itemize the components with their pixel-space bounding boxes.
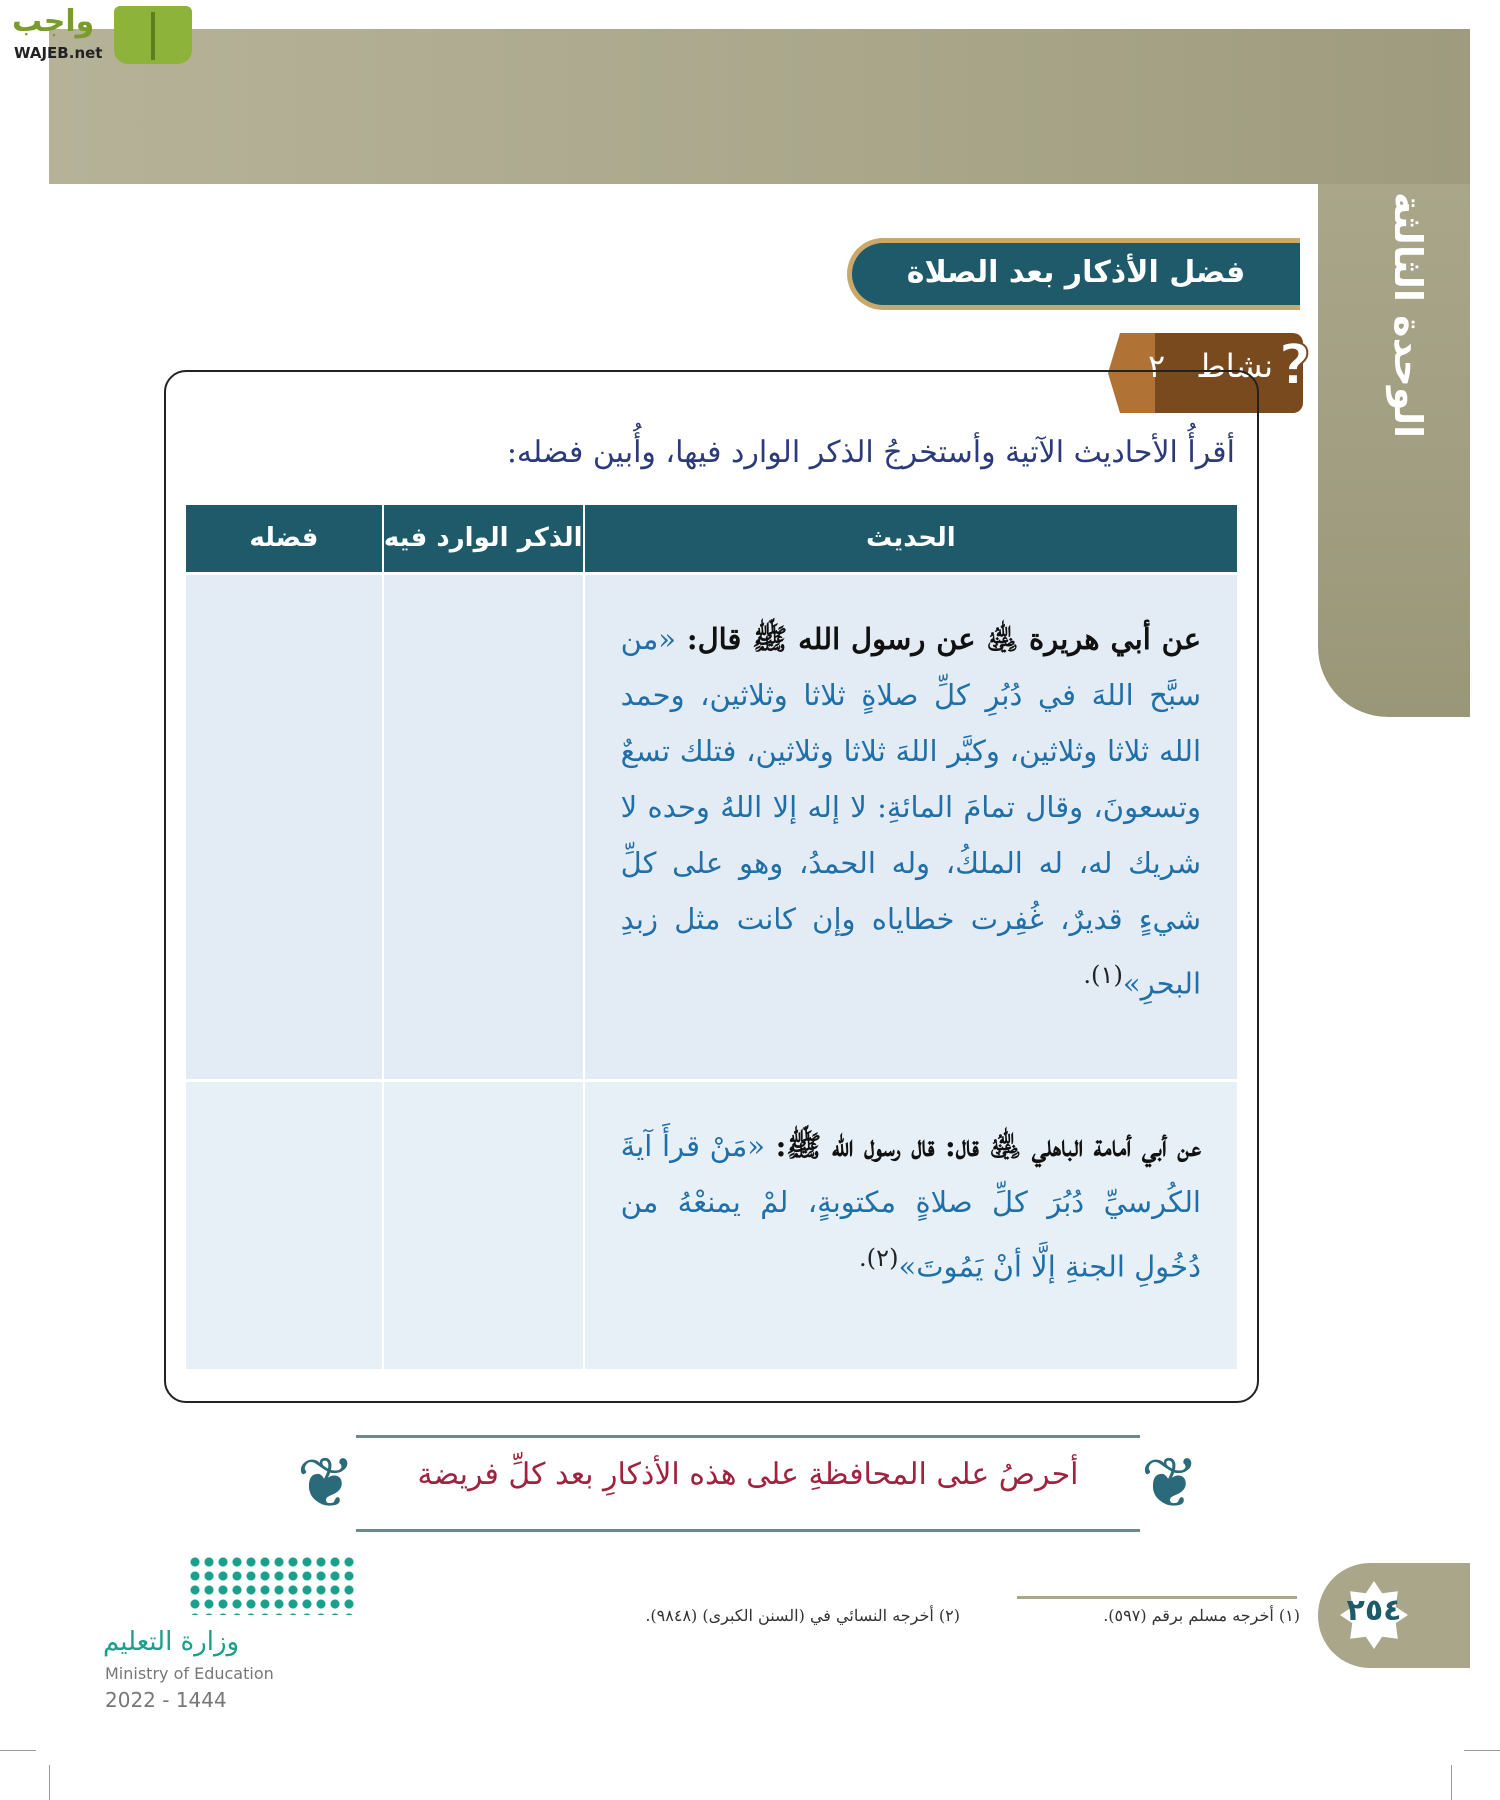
footnote-ref: (٢). bbox=[858, 1243, 899, 1272]
ministry-logo bbox=[103, 1555, 363, 1715]
page-number-badge bbox=[1318, 1563, 1470, 1668]
footnote-ref: (١). bbox=[1083, 960, 1123, 989]
ornament-left-icon: ❦ bbox=[296, 1442, 356, 1524]
wajeb-logo bbox=[6, 4, 191, 66]
ministry-year: 2022 - 1444 bbox=[105, 1688, 227, 1712]
header-virtue: فضله bbox=[185, 505, 383, 573]
footnote-1: (١) أخرجه مسلم برقم (٥٩٧). bbox=[1103, 1606, 1300, 1625]
ministry-dots-icon bbox=[188, 1555, 358, 1615]
hadith-quote: «مَنْ قرأَ آيةَ الكُرسيِّ دُبُرَ كلِّ صلاةٍ مكتوبةٍ، لمْ يمنعْهُ من دُخُولِ الجنةِ إلَّا أنْ يَمُوتَ» bbox=[620, 1128, 1201, 1284]
question-mark-icon: ? bbox=[1278, 333, 1311, 398]
table-row bbox=[185, 573, 1237, 1080]
ministry-name-ar: وزارة التعليم bbox=[103, 1627, 240, 1657]
header-hadith: الحديث bbox=[584, 505, 1237, 573]
hadith-cell bbox=[584, 1080, 1237, 1369]
reminder-note bbox=[296, 1429, 1200, 1538]
instruction-text: أقرأُ الأحاديث الآتية وأستخرجُ الذكر الوارد فيها، وأُبين فضله: bbox=[506, 435, 1235, 470]
note-text: أحرصُ على المحافظةِ على هذه الأذكارِ بعد كلِّ فريضة bbox=[417, 1457, 1079, 1492]
activity-label: نشاط bbox=[1196, 347, 1273, 385]
crop-mark bbox=[0, 1750, 36, 1751]
hadith-table bbox=[184, 505, 1237, 1369]
hadith-intro: عن أبي هريرة ﵁ عن رسول الله ﷺ قال: bbox=[676, 621, 1201, 656]
lesson-title: فضل الأذكار بعد الصلاة bbox=[847, 238, 1300, 310]
ministry-name-en: Ministry of Education bbox=[105, 1664, 274, 1683]
header-dhikr: الذكر الوارد فيه bbox=[383, 505, 584, 573]
crop-mark bbox=[1451, 1765, 1452, 1800]
dhikr-cell[interactable] bbox=[383, 1080, 584, 1369]
crop-mark bbox=[49, 1765, 50, 1800]
dhikr-cell[interactable] bbox=[383, 573, 584, 1080]
activity-number: ٢ bbox=[1148, 347, 1166, 385]
crop-mark bbox=[1464, 1750, 1500, 1751]
unit-label: الوحدة الثالثة bbox=[1386, 191, 1430, 439]
hadith-quote: «من سبَّح اللهَ في دُبُرِ كلِّ صلاةٍ ثلاثا وثلاثين، وحمد الله ثلاثا وثلاثين، وكبَّر اللهَ ثلاثا وثلاثين، فتلك تسعٌ وتسعونَ، وقال تمامَ المائةِ: لا إله إلا اللهُ وحده لا شريك له، له الملكُ، وله الحمدُ، وهو على كلِّ شيءٍ قديرٌ، غُفِرت خطاياه وإن كانت مثل زبدِ البحرِ» bbox=[620, 621, 1201, 1001]
hadith-intro: عن أبي أمامة الباهلي ﵁ قال: قال رسول الله ﷺ: bbox=[765, 1128, 1201, 1163]
virtue-cell[interactable] bbox=[185, 573, 383, 1080]
logo-text-ar: واجب bbox=[12, 4, 95, 39]
footnote-2: (٢) أخرجه النسائي في (السنن الكبرى) (٩٨٤٨). bbox=[645, 1606, 960, 1625]
hadith-cell bbox=[584, 573, 1237, 1080]
footnote-divider bbox=[1017, 1596, 1297, 1599]
virtue-cell[interactable] bbox=[185, 1080, 383, 1369]
table-row bbox=[185, 1080, 1237, 1369]
header-banner bbox=[49, 29, 1470, 184]
book-icon bbox=[114, 6, 192, 64]
page-number: ٢٥٤ bbox=[1346, 1593, 1402, 1628]
ornament-right-icon: ❦ bbox=[1140, 1442, 1200, 1524]
logo-text-en: WAJEB.net bbox=[14, 44, 103, 62]
